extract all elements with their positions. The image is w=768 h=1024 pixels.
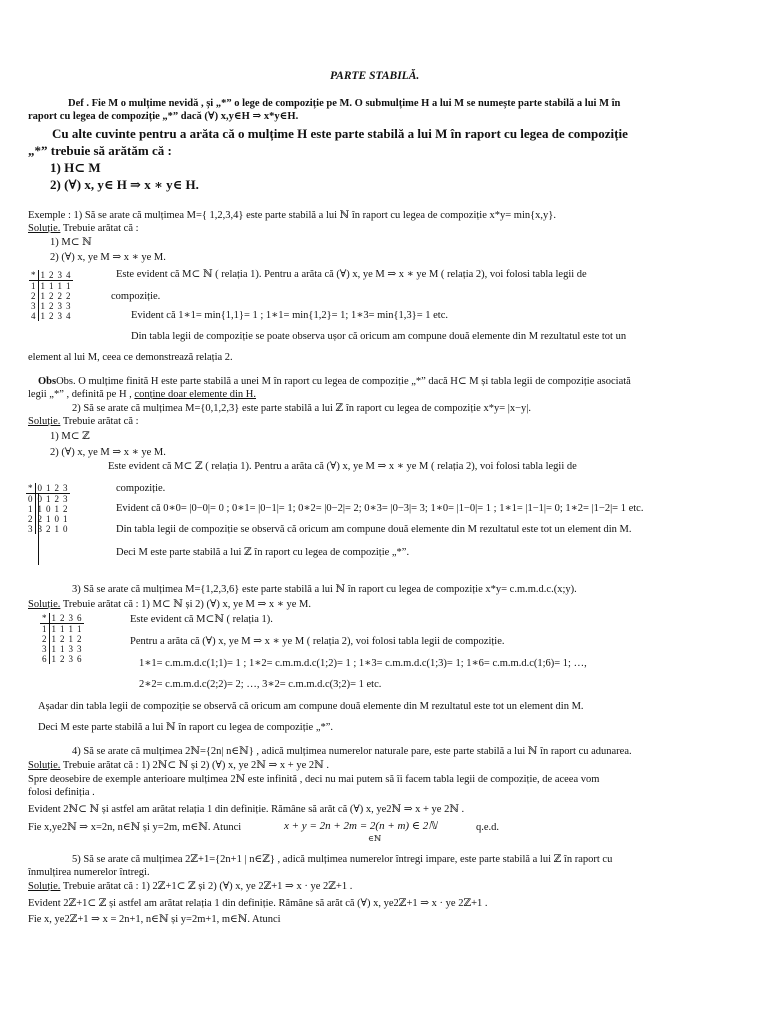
table-cell: 3	[29, 301, 38, 311]
table-cell: 1	[66, 281, 71, 291]
table-cell: 1	[77, 624, 82, 634]
table-cell: 1	[49, 281, 54, 291]
table-row	[26, 514, 70, 524]
example-1-solution	[28, 222, 139, 235]
observation-line-2	[28, 388, 256, 401]
intro-line-1: Cu alte cuvinte pentru a arăta că o mulțime H este parte stabilă a lui M în raport cu legea de compoziție	[52, 126, 628, 141]
example-4-para-3: Fie x,ye2ℕ ⇒ x=2n, n∈ℕ și y=2m, m∈ℕ. Atunci	[28, 822, 242, 833]
definition-line-1: Def . Fie M o mulțime nevidă , și „*” o lege de compoziție pe M. O submulțime H a lui M se numește parte stabilă a lui M în	[68, 98, 621, 109]
example-1-para-3b: element al lui M, ceea ce demonstrează relația 2.	[28, 352, 233, 363]
table-cell: 1	[46, 483, 51, 493]
table-cell: 2	[49, 301, 54, 311]
table-cell: 1	[40, 624, 49, 635]
table-cell: 4	[29, 311, 38, 321]
table-cell: 1	[37, 504, 42, 514]
table-row	[40, 634, 84, 644]
table-cell: 0	[54, 514, 59, 524]
table-cell: 2	[57, 291, 62, 301]
example-1-para-1: Este evident că M⊂ ℕ ( relația 1). Pentru a arăta că (∀) x, ye M ⇒ x ∗ ye M ( relația 2), voi folosi tabla legii de	[116, 269, 587, 280]
table-cell: 2	[54, 494, 59, 504]
table-cell: 2	[40, 634, 49, 644]
example-2-operation-table	[26, 483, 70, 534]
table-cell: 1	[54, 524, 59, 534]
table-cell: 3	[63, 483, 68, 493]
table-cell: 2	[29, 291, 38, 301]
example-1-operation-table	[29, 270, 73, 321]
table-cell: 1	[57, 281, 62, 291]
example-3-operation-table	[40, 613, 84, 664]
table-cell: 3	[63, 494, 68, 504]
table-cell: 2	[49, 311, 54, 321]
page-title: PARTE STABILĂ.	[330, 70, 420, 82]
table-row	[26, 504, 70, 514]
table-cell: 1	[46, 494, 51, 504]
table-cell: 3	[68, 644, 73, 654]
table-cell: 2	[60, 634, 65, 644]
table-cell: 6	[77, 613, 82, 623]
table-cell: 1	[40, 311, 45, 321]
table-cell: 1	[60, 644, 65, 654]
example-2-cond-2: 2) (∀) x, ye M ⇒ x ∗ ye M.	[50, 447, 166, 458]
table-row	[29, 301, 73, 311]
example-1-para-2: Evident că 1∗1= min{1,1}= 1 ; 1∗1= min{1,2}= 1; 1∗3= min{1,3}= 1 etc.	[131, 310, 448, 321]
table-cell: 1	[40, 301, 45, 311]
table-cell: 4	[66, 270, 71, 280]
example-2-statement: 2) Să se arate că mulțimea M={0,1,2,3} este parte stabilă a lui ℤ în raport cu legea de compoziție x*y= |x−y|.	[72, 403, 531, 414]
table-row	[40, 644, 84, 654]
table-cell: 0	[35, 483, 44, 494]
table-row	[29, 311, 73, 321]
solution-text: Trebuie arătat că : 1) M⊂ ℕ și 2) (∀) x, ye M ⇒ x ∗ ye M.	[60, 599, 312, 610]
table-cell: *	[29, 270, 38, 281]
example-5-statement: 5) Să se arate că mulțimea 2ℤ+1={2n+1 | n∈ℤ} , adică mulțimea numerelor întregi impare, este parte stabilă a lui ℤ în raport cu	[72, 854, 613, 865]
table-header-row	[26, 483, 70, 494]
solution-label: Soluție.	[28, 223, 61, 234]
table-cell: 3	[57, 301, 62, 311]
table-cell: 1	[26, 504, 35, 514]
solution-text: Trebuie arătat că : 1) 2ℕ⊂ ℕ și 2) (∀) x, ye 2ℕ ⇒ x + ye 2ℕ .	[60, 760, 329, 771]
example-3-para-4: 2∗2= c.m.m.d.c(2;2)= 2; …, 3∗2= c.m.m.d.c(3;2)= 1 etc.	[139, 679, 382, 690]
example-3-para-1: Este evident că M⊂ℕ ( relația 1).	[130, 614, 273, 625]
obs-line2b: conține doar elemente din H.	[134, 389, 257, 400]
example-2-table-extended-line	[38, 493, 39, 565]
example-4-statement: 4) Să se arate că mulțimea 2ℕ={2n| n∈ℕ} , adică mulțimea numerelor naturale pare, este parte stabilă a lui ℕ în raport cu adunarea.	[72, 746, 632, 757]
table-cell: 4	[66, 311, 71, 321]
table-cell: 1	[51, 644, 56, 654]
example-2-para-3: Din tabla legii de compoziție se observă că oricum am compune două elemente din M rezultatul este tot un element din M.	[116, 524, 632, 535]
table-cell: 3	[77, 644, 82, 654]
table-cell: *	[26, 483, 35, 494]
table-row	[29, 281, 73, 292]
table-cell: 1	[38, 270, 47, 281]
solution-label: Soluție.	[28, 760, 61, 771]
table-cell: 2	[63, 504, 68, 514]
example-5-para-1: Evident 2ℤ+1⊂ ℤ și astfel am arătat relația 1 din definiție. Rămâne să arăt că (∀) x, ye2ℤ+1 ⇒ x · ye 2ℤ+1 .	[28, 898, 488, 909]
obs-line2a: legii „*” , definită pe H ,	[28, 389, 132, 400]
table-cell: 0	[63, 524, 68, 534]
table-cell: 1	[60, 624, 65, 634]
table-cell: 1	[29, 281, 38, 292]
table-cell: 1	[63, 514, 68, 524]
example-2-para-1: Este evident că M⊂ ℤ ( relația 1). Pentru a arăta că (∀) x, ye M ⇒ x ∗ ye M ( relația 2), voi folosi tabla legii de	[108, 461, 577, 472]
observation-line-1	[38, 375, 631, 388]
table-cell: 2	[49, 270, 54, 280]
table-cell: 1	[68, 634, 73, 644]
table-cell: 1	[49, 613, 58, 624]
table-cell: 3	[57, 311, 62, 321]
table-cell: 0	[46, 504, 51, 514]
table-cell: 2	[60, 654, 65, 664]
table-cell: 2	[46, 524, 51, 534]
table-cell: 2	[77, 634, 82, 644]
table-cell: 2	[49, 291, 54, 301]
solution-text: Trebuie arătat că : 1) 2ℤ+1⊂ ℤ și 2) (∀) x, ye 2ℤ+1 ⇒ x · ye 2ℤ+1 .	[60, 881, 353, 892]
obs-text: Obs. O mulțime finită H este parte stabilă a unei M în raport cu legea de compoziție „*” dacă H⊂ M și tabla legii de compoziție asociată	[56, 376, 631, 387]
example-1-cond-1: 1) M⊂ ℕ	[50, 237, 92, 248]
example-5-statement-2: înmulțirea numerelor întregi.	[28, 867, 150, 878]
table-cell: 2	[54, 483, 59, 493]
example-2-para-1b: compoziție.	[116, 483, 166, 494]
intro-condition-2: 2) (∀) x, y∈ H ⇒ x ∗ y∈ H.	[50, 177, 199, 192]
table-cell: *	[40, 613, 49, 624]
table-cell: 6	[77, 654, 82, 664]
solution-label: Soluție.	[28, 416, 61, 427]
example-2-para-4: Deci M este parte stabilă a lui ℤ în raport cu legea de compoziție „*”.	[116, 547, 410, 558]
table-cell: 3	[68, 654, 73, 664]
intro-line-2: „*” trebuie să arătăm că :	[28, 143, 172, 158]
table-cell: 3	[66, 301, 71, 311]
example-2-para-2: Evident că 0∗0= |0−0|= 0 ; 0∗1= |0−1|= 1; 0∗2= |0−2|= 2; 0∗3= |0−3|= 3; 1∗0= |1−0|= 1 ; 1∗1= |1−1|= 0; 1∗2= |1−2|= 1 etc.	[116, 503, 644, 514]
example-2-cond-1: 1) M⊂ ℤ	[50, 431, 90, 442]
example-4-qed: q.e.d.	[476, 822, 500, 833]
example-4-para-1b: folosi definiția .	[28, 787, 95, 798]
example-2-solution	[28, 415, 139, 428]
definition-line-2: raport cu legea de compoziție „*” dacă (∀) x,y∈H ⇒ x*y∈H.	[28, 111, 299, 122]
example-1-statement: Exemple : 1) Să se arate că mulțimea M={ 1,2,3,4} este parte stabilă a lui ℕ în raport cu legea de compoziție x*y= min{x,y}.	[28, 210, 556, 221]
example-3-para-3: 1∗1= c.m.m.d.c(1;1)= 1 ; 1∗2= c.m.m.d.c(1;2)= 1 ; 1∗3= c.m.m.d.c(1;3)= 1; 1∗6= c.m.m.d.c(1;6)= 1; …,	[139, 658, 587, 669]
example-4-underbrace-label: ∈ℕ	[368, 834, 382, 843]
example-4-formula: x + y = 2n + 2m = 2(n + m) ∈ 2ℕ	[284, 820, 438, 832]
table-cell: 0	[37, 494, 42, 504]
table-cell: 1	[68, 624, 73, 634]
example-1-para-1b: compoziție.	[111, 291, 161, 302]
table-cell: 2	[60, 613, 65, 623]
table-header-row	[40, 613, 84, 624]
example-5-solution	[28, 880, 352, 893]
obs-label: Obs	[38, 376, 57, 387]
table-cell: 1	[40, 291, 45, 301]
table-row	[40, 654, 84, 664]
solution-label: Soluție.	[28, 599, 61, 610]
table-cell: 1	[40, 281, 45, 291]
example-1-cond-2: 2) (∀) x, ye M ⇒ x ∗ ye M.	[50, 252, 166, 263]
table-row	[40, 624, 84, 635]
example-3-para-6: Deci M este parte stabilă a lui ℕ în raport cu legea de compoziție „*”.	[38, 722, 334, 733]
table-cell: 1	[46, 514, 51, 524]
example-5-para-2: Fie x, ye2ℤ+1 ⇒ x = 2n+1, n∈ℕ și y=2m+1, m∈ℕ. Atunci	[28, 914, 281, 925]
table-row	[26, 524, 70, 534]
table-cell: 0	[26, 494, 35, 505]
example-3-statement: 3) Să se arate că mulțimea M={1,2,3,6} este parte stabilă a lui ℕ în raport cu legea de compoziție x*y= c.m.m.d.c.(x;y).	[72, 584, 577, 595]
table-cell: 3	[57, 270, 62, 280]
solution-text: Trebuie arătat că :	[60, 223, 139, 234]
table-cell: 1	[51, 624, 56, 634]
table-cell: 2	[26, 514, 35, 524]
table-row	[29, 291, 73, 301]
example-3-solution	[28, 598, 311, 611]
example-4-para-2: Evident 2ℕ⊂ ℕ și astfel am arătat relația 1 din definiție. Rămâne să arăt că (∀) x, ye2ℕ ⇒ x + ye 2ℕ .	[28, 804, 465, 815]
table-cell: 3	[40, 644, 49, 654]
example-4-para-1: Spre deosebire de exemple anterioare mulțimea 2ℕ este infinită , deci nu mai putem să îi facem tabla legii de compoziție, de aceea vom	[28, 774, 600, 785]
table-cell: 6	[40, 654, 49, 664]
table-cell: 3	[68, 613, 73, 623]
solution-text: Trebuie arătat că :	[60, 416, 139, 427]
solution-label: Soluție.	[28, 881, 61, 892]
table-cell: 2	[37, 514, 42, 524]
table-cell: 1	[54, 504, 59, 514]
table-row	[26, 494, 70, 505]
intro-condition-1: 1) H⊂ M	[50, 160, 101, 175]
table-cell: 2	[66, 291, 71, 301]
example-3-para-5: Așadar din tabla legii de compoziție se observă că oricum am compune două elemente din M rezultatul este tot un element din M.	[38, 701, 584, 712]
table-cell: 1	[51, 654, 56, 664]
table-cell: 1	[51, 634, 56, 644]
table-cell: 3	[26, 524, 35, 534]
example-4-solution	[28, 759, 329, 772]
table-header-row	[29, 270, 73, 281]
example-3-para-2: Pentru a arăta că (∀) x, ye M ⇒ x ∗ ye M ( relația 2), voi folosi tabla legii de compoziție.	[130, 636, 505, 647]
example-1-para-3: Din tabla legii de compoziție se poate observa ușor că oricum am compune două elemente din M rezultatul este tot un	[131, 331, 627, 342]
table-cell: 3	[37, 524, 42, 534]
